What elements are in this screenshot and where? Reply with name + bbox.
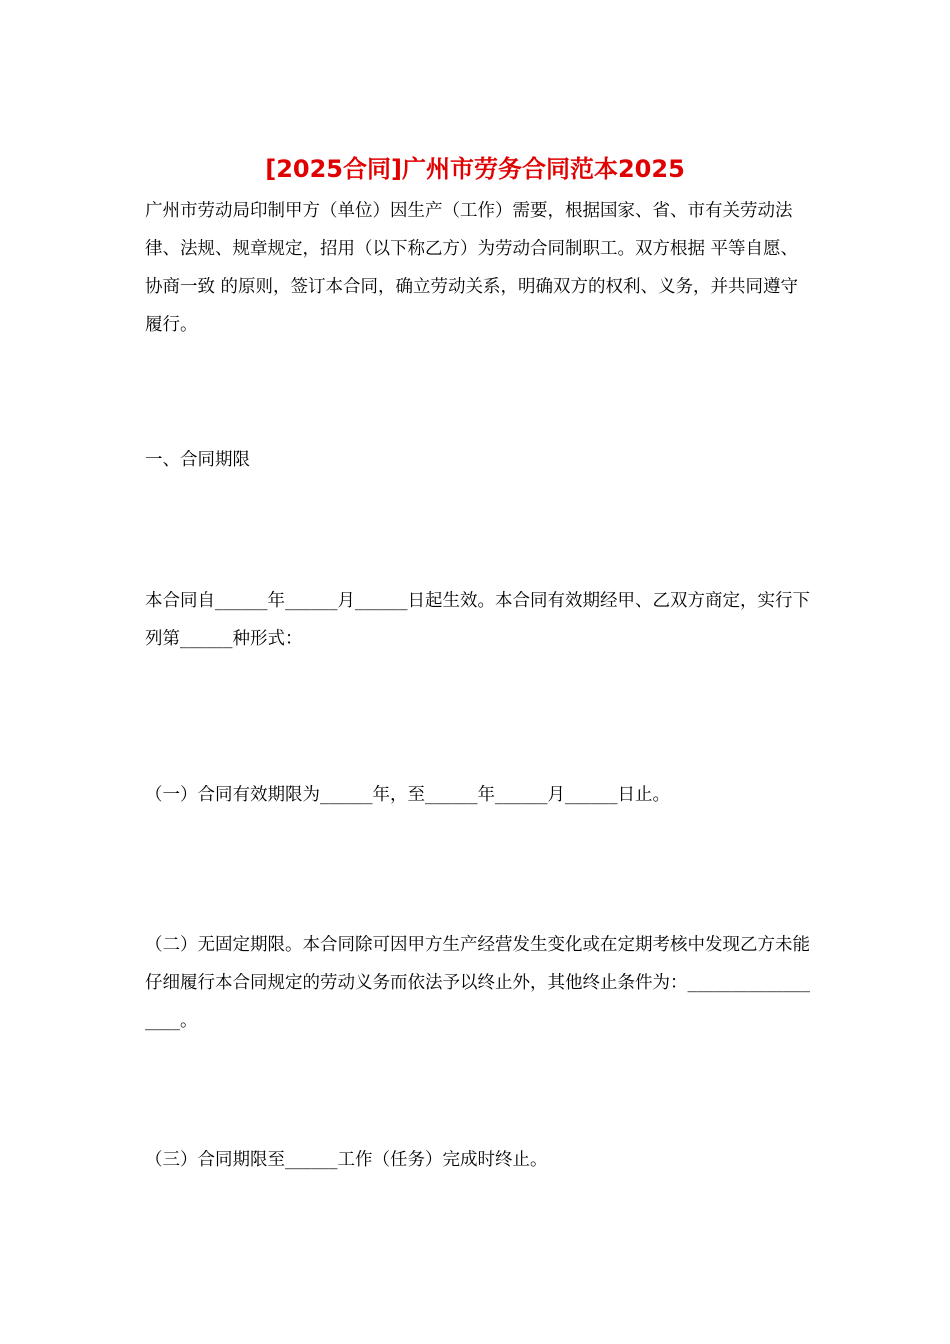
intro-paragraph: 广州市劳动局印制甲方（单位）因生产（工作）需要，根据国家、省、市有关劳动法律、法规、规章规定，招用（以下称乙方）为劳动合同制职工。双方根据 平等自愿、协商一致 的原则，签订本合同，确立劳动关系，明确双方的权利、义务，并共同遵守履行。: [145, 201, 799, 335]
start-clause-paragraph: 本合同自______年______月______日起生效。本合同有效期经甲、乙双方商定，实行下列第______种形式：: [145, 591, 810, 649]
option-task-based-paragraph: （三）合同期限至______工作（任务）完成时终止。: [145, 1150, 548, 1170]
section-heading-contract-term: 一、合同期限: [145, 450, 250, 470]
document-title: [2025合同]广州市劳务合同范本2025: [265, 155, 685, 183]
option-fixed-term-paragraph: （一）合同有效期限为______年，至______年______月______日止。: [145, 785, 670, 805]
option-open-ended-paragraph: （二）无固定期限。本合同除可因甲方生产经营发生变化或在定期考核中发现乙方未能仔细履行本合同规定的劳动义务而依法予以终止外，其他终止条件为：__________________。: [145, 935, 810, 1031]
